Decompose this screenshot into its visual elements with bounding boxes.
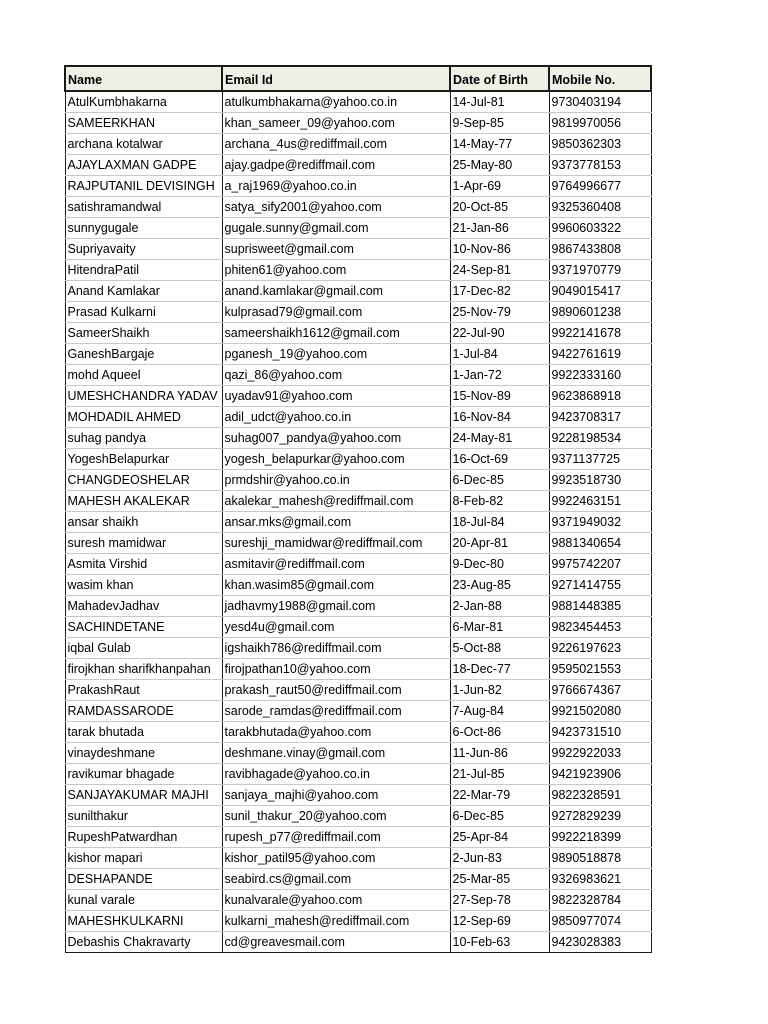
table-row (65, 617, 651, 638)
email-cell: ravibhagade@yahoo.co.in (222, 764, 450, 785)
mobile-cell: 9850362303 (549, 134, 651, 155)
table-row (65, 449, 651, 470)
mobile-cell: 9890601238 (549, 302, 651, 323)
table-row (65, 155, 651, 176)
mobile-cell: 9371137725 (549, 449, 651, 470)
mobile-cell: 9228198534 (549, 428, 651, 449)
date-of-birth-cell: 6-Oct-86 (450, 722, 549, 743)
date-of-birth-cell: 22-Jul-90 (450, 323, 549, 344)
table-row (65, 344, 651, 365)
email-cell: cd@greavesmail.com (222, 932, 450, 953)
table-row (65, 176, 651, 197)
date-of-birth-cell: 15-Nov-89 (450, 386, 549, 407)
name-cell: Asmita Virshid (65, 554, 222, 575)
email-cell: satya_sify2001@yahoo.com (222, 197, 450, 218)
table-row (65, 575, 651, 596)
email-cell: tarakbhutada@yahoo.com (222, 722, 450, 743)
mobile-cell: 9921502080 (549, 701, 651, 722)
header-date-of-birth: Date of Birth (450, 66, 549, 91)
name-cell: Prasad Kulkarni (65, 302, 222, 323)
table-row (65, 554, 651, 575)
table-row (65, 281, 651, 302)
date-of-birth-cell: 5-Oct-88 (450, 638, 549, 659)
name-cell: suresh mamidwar (65, 533, 222, 554)
name-cell: satishramandwal (65, 197, 222, 218)
email-cell: qazi_86@yahoo.com (222, 365, 450, 386)
name-cell: sunilthakur (65, 806, 222, 827)
email-cell: kulprasad79@gmail.com (222, 302, 450, 323)
date-of-birth-cell: 11-Jun-86 (450, 743, 549, 764)
date-of-birth-cell: 24-Sep-81 (450, 260, 549, 281)
email-cell: suprisweet@gmail.com (222, 239, 450, 260)
email-cell: sanjaya_majhi@yahoo.com (222, 785, 450, 806)
email-cell: sunil_thakur_20@yahoo.com (222, 806, 450, 827)
email-cell: gugale.sunny@gmail.com (222, 218, 450, 239)
email-cell: khan_sameer_09@yahoo.com (222, 113, 450, 134)
name-cell: kishor mapari (65, 848, 222, 869)
table-row (65, 932, 651, 953)
table-row (65, 869, 651, 890)
name-cell: mohd Aqueel (65, 365, 222, 386)
table-header (65, 66, 651, 91)
email-cell: seabird.cs@gmail.com (222, 869, 450, 890)
date-of-birth-cell: 21-Jul-85 (450, 764, 549, 785)
mobile-cell: 9881340654 (549, 533, 651, 554)
table-row (65, 827, 651, 848)
date-of-birth-cell: 9-Dec-80 (450, 554, 549, 575)
email-cell: rupesh_p77@rediffmail.com (222, 827, 450, 848)
table-row (65, 428, 651, 449)
date-of-birth-cell: 25-Nov-79 (450, 302, 549, 323)
contact-table (64, 65, 652, 953)
date-of-birth-cell: 27-Sep-78 (450, 890, 549, 911)
name-cell: wasim khan (65, 575, 222, 596)
email-cell: deshmane.vinay@gmail.com (222, 743, 450, 764)
name-cell: RAMDASSARODE (65, 701, 222, 722)
name-cell: AJAYLAXMAN GADPE (65, 155, 222, 176)
date-of-birth-cell: 12-Sep-69 (450, 911, 549, 932)
mobile-cell: 9423708317 (549, 407, 651, 428)
table-row (65, 407, 651, 428)
header-name: Name (65, 66, 222, 91)
header-row (65, 66, 651, 91)
mobile-cell: 9623868918 (549, 386, 651, 407)
name-cell: SameerShaikh (65, 323, 222, 344)
date-of-birth-cell: 25-Apr-84 (450, 827, 549, 848)
table-row (65, 91, 651, 113)
date-of-birth-cell: 14-May-77 (450, 134, 549, 155)
mobile-cell: 9850977074 (549, 911, 651, 932)
email-cell: sarode_ramdas@rediffmail.com (222, 701, 450, 722)
mobile-cell: 9823454453 (549, 617, 651, 638)
name-cell: MAHESHKULKARNI (65, 911, 222, 932)
date-of-birth-cell: 6-Mar-81 (450, 617, 549, 638)
name-cell: tarak bhutada (65, 722, 222, 743)
email-cell: a_raj1969@yahoo.co.in (222, 176, 450, 197)
mobile-cell: 9049015417 (549, 281, 651, 302)
header-email: Email Id (222, 66, 450, 91)
email-cell: ansar.mks@gmail.com (222, 512, 450, 533)
email-cell: phiten61@yahoo.com (222, 260, 450, 281)
date-of-birth-cell: 9-Sep-85 (450, 113, 549, 134)
date-of-birth-cell: 6-Dec-85 (450, 470, 549, 491)
date-of-birth-cell: 17-Dec-82 (450, 281, 549, 302)
date-of-birth-cell: 21-Jan-86 (450, 218, 549, 239)
name-cell: sunnygugale (65, 218, 222, 239)
name-cell: firojkhan sharifkhanpahan (65, 659, 222, 680)
table-row (65, 134, 651, 155)
table-row (65, 680, 651, 701)
email-cell: kunalvarale@yahoo.com (222, 890, 450, 911)
mobile-cell: 9764996677 (549, 176, 651, 197)
email-cell: yogesh_belapurkar@yahoo.com (222, 449, 450, 470)
date-of-birth-cell: 25-May-80 (450, 155, 549, 176)
name-cell: SAMEERKHAN (65, 113, 222, 134)
email-cell: uyadav91@yahoo.com (222, 386, 450, 407)
mobile-cell: 9922218399 (549, 827, 651, 848)
name-cell: DESHAPANDE (65, 869, 222, 890)
table-row (65, 743, 651, 764)
mobile-cell: 9730403194 (549, 91, 651, 113)
mobile-cell: 9326983621 (549, 869, 651, 890)
date-of-birth-cell: 14-Jul-81 (450, 91, 549, 113)
date-of-birth-cell: 1-Jul-84 (450, 344, 549, 365)
email-cell: khan.wasim85@gmail.com (222, 575, 450, 596)
date-of-birth-cell: 23-Aug-85 (450, 575, 549, 596)
table-row (65, 491, 651, 512)
mobile-cell: 9272829239 (549, 806, 651, 827)
mobile-cell: 9371970779 (549, 260, 651, 281)
mobile-cell: 9766674367 (549, 680, 651, 701)
table-row (65, 386, 651, 407)
name-cell: SANJAYAKUMAR MAJHI (65, 785, 222, 806)
name-cell: MahadevJadhav (65, 596, 222, 617)
date-of-birth-cell: 18-Jul-84 (450, 512, 549, 533)
date-of-birth-cell: 25-Mar-85 (450, 869, 549, 890)
mobile-cell: 9867433808 (549, 239, 651, 260)
table-row (65, 218, 651, 239)
table-row (65, 701, 651, 722)
date-of-birth-cell: 22-Mar-79 (450, 785, 549, 806)
table-row (65, 260, 651, 281)
mobile-cell: 9922922033 (549, 743, 651, 764)
date-of-birth-cell: 20-Oct-85 (450, 197, 549, 218)
email-cell: atulkumbhakarna@yahoo.co.in (222, 91, 450, 113)
table-row (65, 659, 651, 680)
name-cell: MOHDADIL AHMED (65, 407, 222, 428)
date-of-birth-cell: 1-Jun-82 (450, 680, 549, 701)
name-cell: HitendraPatil (65, 260, 222, 281)
mobile-cell: 9325360408 (549, 197, 651, 218)
mobile-cell: 9822328784 (549, 890, 651, 911)
table-body (65, 91, 651, 953)
email-cell: adil_udct@yahoo.co.in (222, 407, 450, 428)
name-cell: RAJPUTANIL DEVISINGH (65, 176, 222, 197)
date-of-birth-cell: 10-Feb-63 (450, 932, 549, 953)
mobile-cell: 9923518730 (549, 470, 651, 491)
email-cell: suhag007_pandya@yahoo.com (222, 428, 450, 449)
date-of-birth-cell: 20-Apr-81 (450, 533, 549, 554)
email-cell: anand.kamlakar@gmail.com (222, 281, 450, 302)
email-cell: ajay.gadpe@rediffmail.com (222, 155, 450, 176)
name-cell: vinaydeshmane (65, 743, 222, 764)
date-of-birth-cell: 8-Feb-82 (450, 491, 549, 512)
table-row (65, 512, 651, 533)
date-of-birth-cell: 2-Jan-88 (450, 596, 549, 617)
table-row (65, 113, 651, 134)
table-row (65, 890, 651, 911)
table-row (65, 596, 651, 617)
name-cell: ansar shaikh (65, 512, 222, 533)
mobile-cell: 9226197623 (549, 638, 651, 659)
mobile-cell: 9595021553 (549, 659, 651, 680)
name-cell: PrakashRaut (65, 680, 222, 701)
table-row (65, 638, 651, 659)
date-of-birth-cell: 1-Apr-69 (450, 176, 549, 197)
date-of-birth-cell: 2-Jun-83 (450, 848, 549, 869)
name-cell: YogeshBelapurkar (65, 449, 222, 470)
email-cell: sureshji_mamidwar@rediffmail.com (222, 533, 450, 554)
name-cell: Debashis Chakravarty (65, 932, 222, 953)
table-row (65, 785, 651, 806)
table-row (65, 470, 651, 491)
date-of-birth-cell: 6-Dec-85 (450, 806, 549, 827)
table-row (65, 302, 651, 323)
mobile-cell: 9881448385 (549, 596, 651, 617)
mobile-cell: 9960603322 (549, 218, 651, 239)
email-cell: sameershaikh1612@gmail.com (222, 323, 450, 344)
mobile-cell: 9423731510 (549, 722, 651, 743)
name-cell: AtulKumbhakarna (65, 91, 222, 113)
email-cell: prmdshir@yahoo.co.in (222, 470, 450, 491)
mobile-cell: 9271414755 (549, 575, 651, 596)
mobile-cell: 9421923906 (549, 764, 651, 785)
name-cell: archana kotalwar (65, 134, 222, 155)
table-row (65, 323, 651, 344)
name-cell: ravikumar bhagade (65, 764, 222, 785)
table-row (65, 722, 651, 743)
email-cell: jadhavmy1988@gmail.com (222, 596, 450, 617)
table-row (65, 911, 651, 932)
date-of-birth-cell: 7-Aug-84 (450, 701, 549, 722)
mobile-cell: 9422761619 (549, 344, 651, 365)
date-of-birth-cell: 24-May-81 (450, 428, 549, 449)
mobile-cell: 9922463151 (549, 491, 651, 512)
email-cell: archana_4us@rediffmail.com (222, 134, 450, 155)
name-cell: MAHESH AKALEKAR (65, 491, 222, 512)
mobile-cell: 9423028383 (549, 932, 651, 953)
mobile-cell: 9371949032 (549, 512, 651, 533)
email-cell: akalekar_mahesh@rediffmail.com (222, 491, 450, 512)
email-cell: firojpathan10@yahoo.com (222, 659, 450, 680)
name-cell: UMESHCHANDRA YADAV (65, 386, 222, 407)
date-of-birth-cell: 10-Nov-86 (450, 239, 549, 260)
table-row (65, 848, 651, 869)
name-cell: RupeshPatwardhan (65, 827, 222, 848)
name-cell: suhag pandya (65, 428, 222, 449)
mobile-cell: 9373778153 (549, 155, 651, 176)
name-cell: Supriyavaity (65, 239, 222, 260)
date-of-birth-cell: 1-Jan-72 (450, 365, 549, 386)
email-cell: kishor_patil95@yahoo.com (222, 848, 450, 869)
name-cell: GaneshBargaje (65, 344, 222, 365)
name-cell: Anand Kamlakar (65, 281, 222, 302)
date-of-birth-cell: 18-Dec-77 (450, 659, 549, 680)
name-cell: iqbal Gulab (65, 638, 222, 659)
table-row (65, 764, 651, 785)
mobile-cell: 9922141678 (549, 323, 651, 344)
name-cell: kunal varale (65, 890, 222, 911)
email-cell: yesd4u@gmail.com (222, 617, 450, 638)
header-mobile: Mobile No. (549, 66, 651, 91)
email-cell: asmitavir@rediffmail.com (222, 554, 450, 575)
mobile-cell: 9922333160 (549, 365, 651, 386)
date-of-birth-cell: 16-Oct-69 (450, 449, 549, 470)
mobile-cell: 9819970056 (549, 113, 651, 134)
mobile-cell: 9822328591 (549, 785, 651, 806)
email-cell: prakash_raut50@rediffmail.com (222, 680, 450, 701)
email-cell: kulkarni_mahesh@rediffmail.com (222, 911, 450, 932)
mobile-cell: 9890518878 (549, 848, 651, 869)
table-row (65, 806, 651, 827)
name-cell: CHANGDEOSHELAR (65, 470, 222, 491)
email-cell: igshaikh786@rediffmail.com (222, 638, 450, 659)
table-row (65, 239, 651, 260)
email-cell: pganesh_19@yahoo.com (222, 344, 450, 365)
table-row (65, 197, 651, 218)
date-of-birth-cell: 16-Nov-84 (450, 407, 549, 428)
name-cell: SACHINDETANE (65, 617, 222, 638)
table-row (65, 533, 651, 554)
table-row (65, 365, 651, 386)
mobile-cell: 9975742207 (549, 554, 651, 575)
